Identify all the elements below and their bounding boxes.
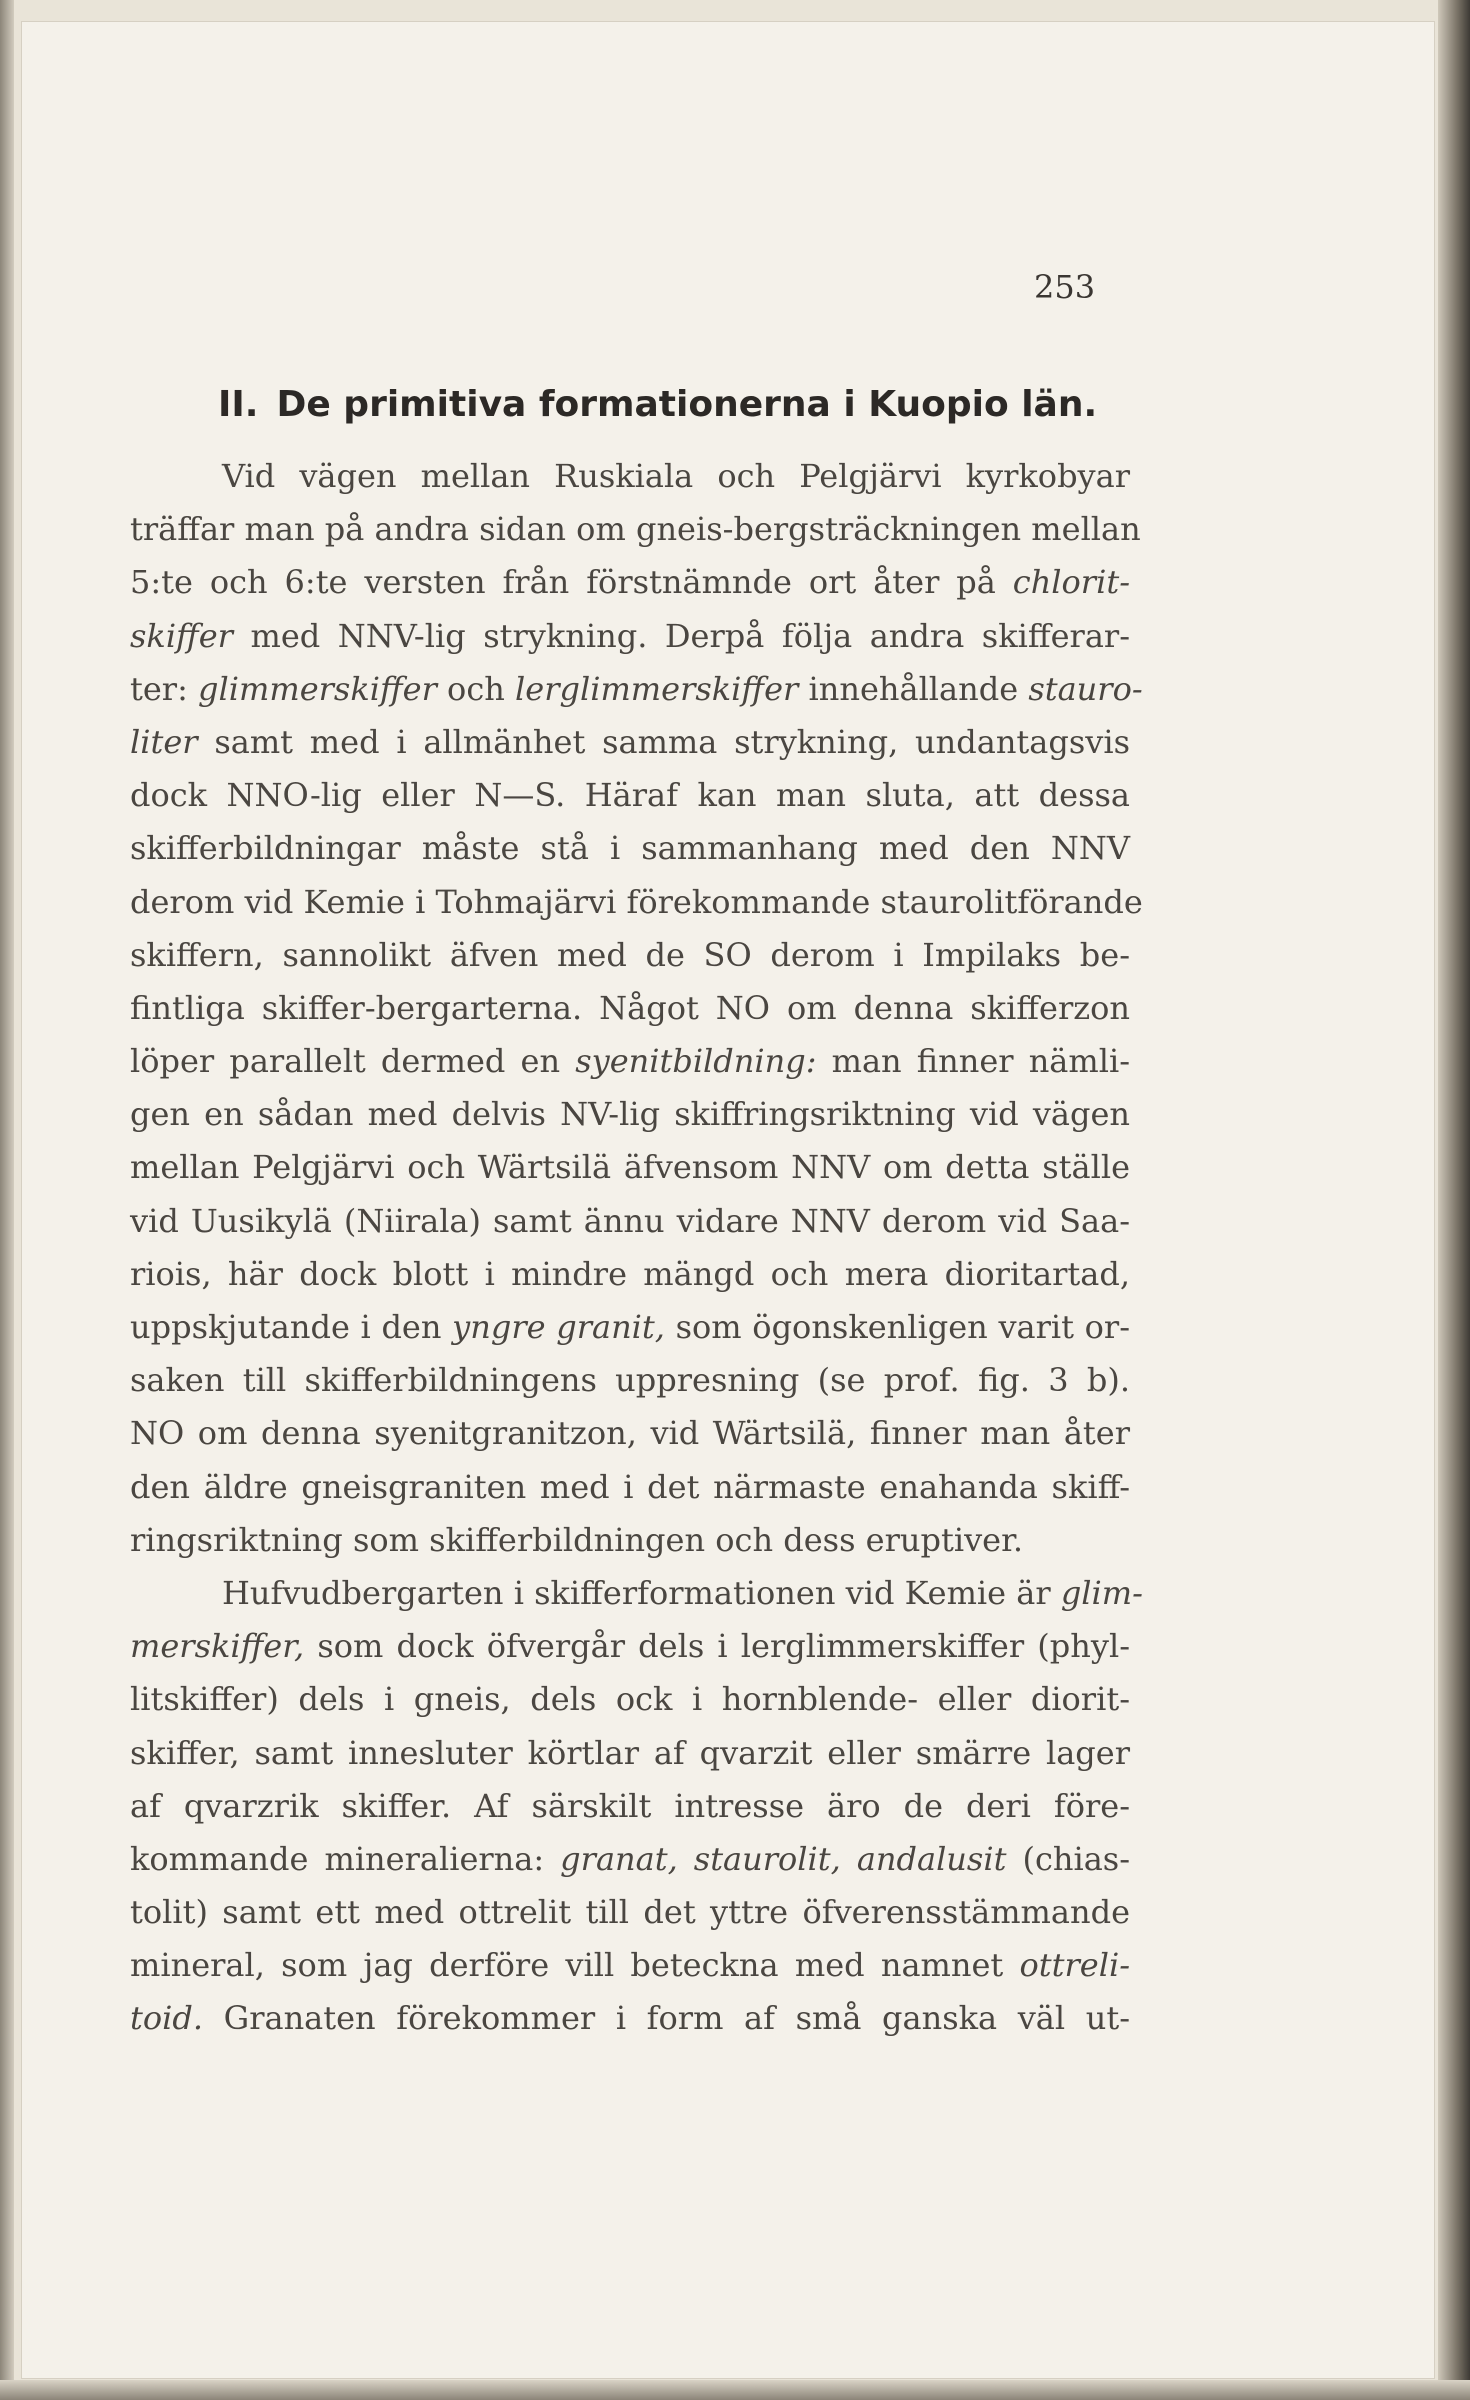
text-line: derom vid Kemie i Tohmajärvi förekommande staurolitförande [130, 882, 1143, 921]
text-line: af qvarzrik skiffer. Af särskilt intresse äro de deri före- [130, 1786, 1130, 1825]
text-line: kommande mineralierna: granat, staurolit, andalusit (chias- [130, 1839, 1131, 1878]
bottom-page-edge [0, 2380, 1470, 2400]
section-heading-number: II. [218, 384, 259, 425]
text-line: fintliga skiffer-bergarterna. Något NO om denna skifferzon [130, 988, 1130, 1027]
text-line: skiffern, sannolikt äfven med de SO derom i Impilaks be- [130, 935, 1130, 974]
text-line: riois, här dock blott i mindre mängd och mera dioritartad, [130, 1254, 1130, 1293]
page-number: 253 [1034, 268, 1096, 306]
text-line: skiffer, samt innesluter körtlar af qvarzit eller smärre lager [130, 1733, 1130, 1772]
text-line: mineral, som jag derföre vill beteckna med namnet ottreli- [130, 1946, 1130, 1985]
text-line: merskiffer, som dock öfvergår dels i lerglimmerskiffer (phyl- [130, 1627, 1130, 1666]
text-line: gen en sådan med delvis NV-lig skiffringsriktning vid vägen [130, 1095, 1130, 1134]
text-line: ter: glimmerskiffer och lerglimmerskiffer innehållande stauro- [130, 669, 1143, 708]
text-line: ringsriktning som skifferbildningen och dess eruptiver. [130, 1520, 1024, 1559]
text-line: den äldre gneisgraniten med i det närmaste enahanda skiff- [130, 1467, 1130, 1506]
text-line: Hufvudbergarten i skifferformationen vid Kemie är glim- [222, 1573, 1143, 1612]
text-line: uppskjutande i den yngre granit, som ögonskenligen varit or- [130, 1308, 1131, 1346]
text-line: löper parallelt dermed en syenitbildning: man finner nämli- [130, 1042, 1130, 1081]
text-line: vid Uusikylä (Niirala) samt ännu vidare NNV derom vid Saa- [130, 1201, 1130, 1240]
text-line: liter samt med i allmänhet samma strykning, undantagsvis [130, 722, 1130, 761]
text-line: litskiffer) dels i gneis, dels ock i hornblende- eller diorit- [130, 1680, 1130, 1719]
text-line: 5:te och 6:te versten från förstnämnde ort åter på chlorit- [130, 563, 1130, 602]
left-page-edge [0, 0, 14, 2400]
book-page [22, 22, 1434, 2378]
text-line: träffar man på andra sidan om gneis-bergsträckningen mellan [130, 510, 1141, 549]
text-line: dock NNO-lig eller N—S. Häraf kan man sluta, att dessa [130, 776, 1130, 815]
right-page-edge [1438, 0, 1470, 2400]
text-line: Vid vägen mellan Ruskiala och Pelgjärvi kyrkobyar [222, 457, 1130, 495]
text-line: toid. Granaten förekommer i form af små ganska väl ut- [130, 1999, 1130, 2038]
text-line: skiffer med NNV-lig strykning. Derpå följa andra skifferar- [130, 616, 1130, 655]
text-line: mellan Pelgjärvi och Wärtsilä äfvensom NNV om detta ställe [130, 1148, 1130, 1187]
section-heading-text: De primitiva formationerna i Kuopio län. [276, 384, 1098, 425]
text-line: NO om denna syenitgranitzon, vid Wärtsilä, finner man åter [130, 1414, 1130, 1453]
text-line: skifferbildningar måste stå i sammanhang med den NNV [130, 829, 1130, 868]
text-line: saken till skifferbildningens uppresning (se prof. fig. 3 b). [130, 1361, 1130, 1400]
text-line: tolit) samt ett med ottrelit till det yttre öfverensstämmande [130, 1893, 1130, 1932]
body-text [130, 450, 1143, 2046]
section-heading [218, 384, 1218, 425]
